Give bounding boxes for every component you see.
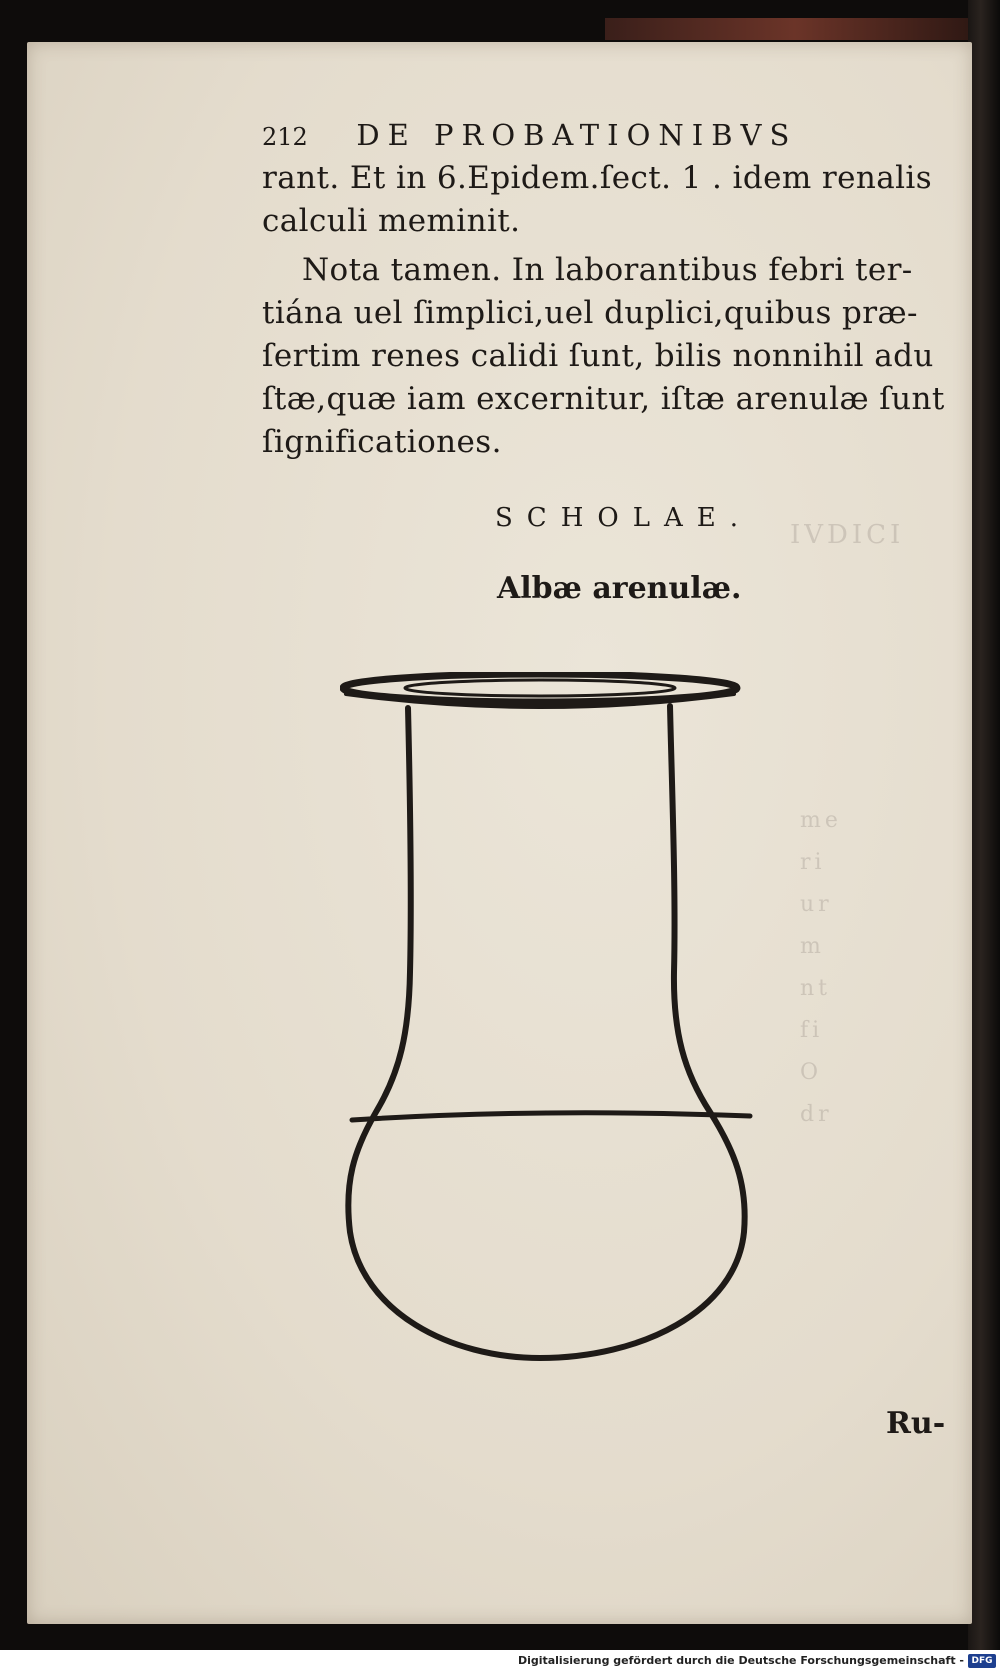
flask-rim xyxy=(343,674,737,702)
body-line: tiána uel ſimplici,uel duplici,quibus præ- xyxy=(262,295,918,331)
flask-left-wall xyxy=(348,708,540,1358)
show-through: IVDICI xyxy=(790,520,905,550)
body-line: ſtæ,quæ iam excernitur, iſtæ arenulæ ſunt xyxy=(262,381,945,417)
catchword: Ru- xyxy=(886,1406,946,1441)
running-header xyxy=(262,118,797,153)
flask-opening xyxy=(405,680,675,696)
binding-edge xyxy=(605,18,985,40)
show-through: me ri ur m nt fi O dr xyxy=(800,808,842,1127)
dfg-logo: DFG xyxy=(968,1654,996,1668)
flask-right-wall xyxy=(540,706,745,1358)
body-line: calculi meminit. xyxy=(262,203,521,239)
digitization-footer xyxy=(0,1650,1000,1673)
footer-credit: Digitalisierung gefördert durch die Deutsche Forschungsgemeinschaft - xyxy=(517,1654,964,1667)
page-number: 212 xyxy=(262,123,308,151)
body-line: rant. Et in 6.Epidem.ſect. 1 . idem renalis xyxy=(262,160,933,196)
book-edge xyxy=(968,0,1000,1650)
body-line: ſignificationes. xyxy=(262,424,502,460)
body-line: ſertim renes calidi ſunt, bilis nonnihil adu xyxy=(262,338,934,374)
urine-flask-illustration xyxy=(340,672,790,1372)
section-heading: SCHOLAE. xyxy=(495,503,752,533)
body-line: Nota tamen. In laborantibus febri ter- xyxy=(302,252,913,288)
running-head-title: DE PROBATIONIBVS xyxy=(356,118,798,152)
sediment-line xyxy=(352,1113,750,1120)
figure-caption: Albæ arenulæ. xyxy=(497,571,742,606)
